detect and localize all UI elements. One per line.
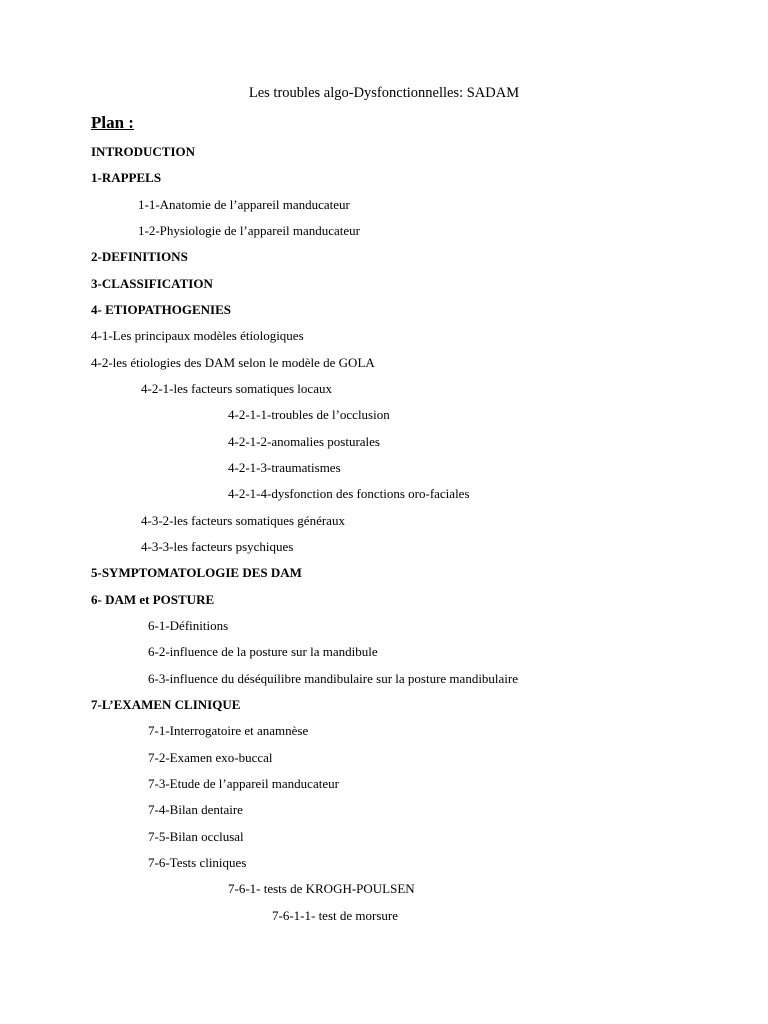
toc-entry: 6-2-influence de la posture sur la mandibule xyxy=(148,644,378,659)
toc-entry: 7-L’EXAMEN CLINIQUE xyxy=(91,697,241,712)
toc-entry: 4-2-1-2-anomalies posturales xyxy=(228,434,380,449)
toc-entry: 7-6-1- tests de KROGH-POULSEN xyxy=(228,881,415,896)
document-title: Les troubles algo-Dysfonctionnelles: SADAM xyxy=(248,85,520,101)
toc-entry: 4-2-1-4-dysfonction des fonctions oro-faciales xyxy=(228,486,470,501)
toc-entry: 4-2-1-les facteurs somatiques locaux xyxy=(141,381,332,396)
toc-entry: 6- DAM et POSTURE xyxy=(91,592,215,607)
toc-entry: 7-2-Examen exo-buccal xyxy=(148,750,273,765)
toc-entry: 4-1-Les principaux modèles étiologiques xyxy=(91,328,304,343)
toc-entry: 6-3-influence du déséquilibre mandibulaire sur la posture mandibulaire xyxy=(148,671,519,686)
toc-entry: 7-3-Etude de l’appareil manducateur xyxy=(148,776,339,791)
toc-entry: INTRODUCTION xyxy=(91,144,196,159)
toc-entry: 4-2-les étiologies des DAM selon le modèle de GOLA xyxy=(91,355,375,370)
toc-entry: 1-1-Anatomie de l’appareil manducateur xyxy=(138,197,350,212)
toc-entry: 6-1-Définitions xyxy=(148,618,229,633)
toc-entry: 4-3-3-les facteurs psychiques xyxy=(141,539,294,554)
toc-entry: 1-RAPPELS xyxy=(91,170,162,185)
toc-entry: 3-CLASSIFICATION xyxy=(91,276,213,291)
toc-entry: 2-DEFINITIONS xyxy=(91,249,188,264)
toc-entry: 1-2-Physiologie de l’appareil manducateur xyxy=(138,223,361,238)
toc-entry: 4- ETIOPATHOGENIES xyxy=(91,302,232,317)
plan-heading: Plan : xyxy=(91,113,134,132)
toc-entry: 7-1-Interrogatoire et anamnèse xyxy=(148,723,309,738)
toc-entry: 7-6-1-1- test de morsure xyxy=(272,908,398,923)
toc-entry: 4-2-1-1-troubles de l’occlusion xyxy=(228,407,390,422)
toc-entry: 7-4-Bilan dentaire xyxy=(148,802,243,817)
toc-entry: 7-6-Tests cliniques xyxy=(148,855,247,870)
toc-entry: 4-3-2-les facteurs somatiques généraux xyxy=(141,513,345,528)
toc-entry: 4-2-1-3-traumatismes xyxy=(228,460,341,475)
toc-entry: 7-5-Bilan occlusal xyxy=(148,829,244,844)
toc-entry: 5-SYMPTOMATOLOGIE DES DAM xyxy=(91,565,302,580)
